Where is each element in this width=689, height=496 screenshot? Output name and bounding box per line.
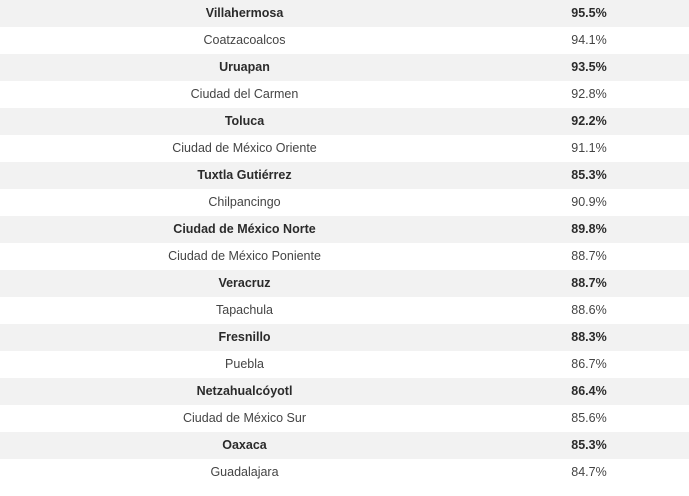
city-name-cell: Puebla [225,357,264,371]
percentage-cell: 84.7% [571,465,607,479]
city-name-cell: Fresnillo [218,330,271,344]
table-row [0,216,689,243]
table-row [0,189,689,216]
table-row [0,54,689,81]
city-name-cell: Guadalajara [210,465,279,479]
percentage-cell: 86.4% [571,384,607,398]
percentage-cell: 88.6% [571,303,607,317]
city-name-cell: Tuxtla Gutiérrez [197,168,292,182]
city-name-cell: Tapachula [216,303,273,317]
city-name-cell: Ciudad de México Poniente [168,249,321,263]
table-row [0,297,689,324]
percentage-cell: 88.7% [571,276,607,290]
percentage-cell: 95.5% [571,6,607,20]
city-name-cell: Coatzacoalcos [203,33,286,47]
city-name-cell: Ciudad de México Sur [183,411,306,425]
city-name-cell: Villahermosa [205,6,284,20]
city-name-cell: Oaxaca [222,438,267,452]
percentage-cell: 85.3% [571,168,607,182]
table-row [0,243,689,270]
percentage-cell: 86.7% [571,357,607,371]
percentage-cell: 92.8% [571,87,607,101]
city-name-cell: Ciudad de México Norte [173,222,316,236]
table-row [0,81,689,108]
city-name-cell: Toluca [224,114,265,128]
percentage-cell: 85.6% [571,411,607,425]
table-row [0,432,689,459]
table-row [0,108,689,135]
city-name-cell: Ciudad de México Oriente [172,141,317,155]
percentage-cell: 89.8% [571,222,607,236]
table-row [0,378,689,405]
table-row [0,459,689,486]
city-name-cell: Veracruz [218,276,271,290]
city-name-cell: Uruapan [219,60,270,74]
table-row [0,27,689,54]
city-name-cell: Chilpancingo [208,195,281,209]
table-row [0,135,689,162]
percentage-cell: 93.5% [571,60,607,74]
percentage-cell: 94.1% [571,33,607,47]
city-name-cell: Ciudad del Carmen [190,87,299,101]
city-name-cell: Netzahualcóyotl [196,384,293,398]
table-row [0,0,689,27]
percentage-cell: 88.3% [571,330,607,344]
table-row [0,324,689,351]
percentage-cell: 90.9% [571,195,607,209]
percentage-cell: 92.2% [571,114,607,128]
table-row [0,351,689,378]
percentage-cell: 91.1% [571,141,607,155]
table-row [0,270,689,297]
table-row [0,162,689,189]
percentage-cell: 88.7% [571,249,607,263]
percentage-cell: 85.3% [571,438,607,452]
table-row [0,405,689,432]
